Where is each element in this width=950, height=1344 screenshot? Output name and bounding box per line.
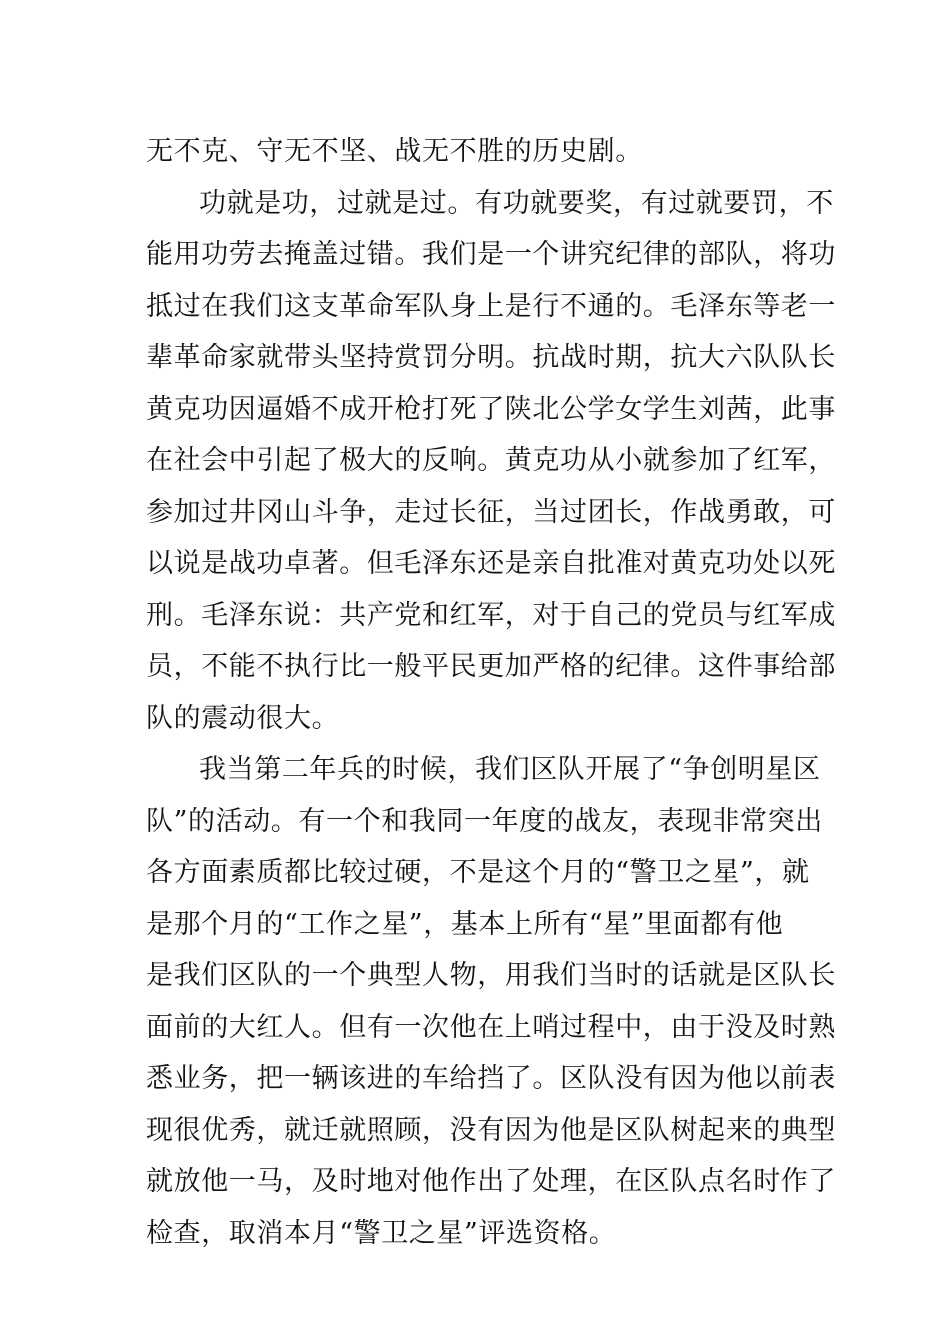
text-line: 参加过井冈山斗争，走过长征，当过团长，作战勇敢，可 bbox=[146, 497, 836, 528]
text-line: 各方面素质都比较过硬，不是这个月的“警卫之星”，就 bbox=[146, 857, 810, 888]
paragraph-start-line: 功就是功，过就是过。有功就要奖，有过就要罚，不 bbox=[199, 188, 834, 219]
text-line: 检查，取消本月“警卫之星”评选资格。 bbox=[146, 1218, 617, 1249]
text-line: 悉业务，把一辆该进的车给挡了。区队没有因为他以前表 bbox=[146, 1063, 836, 1094]
text-line: 以说是战功卓著。但毛泽东还是亲自批准对黄克功处以死 bbox=[146, 548, 836, 579]
text-line: 是我们区队的一个典型人物，用我们当时的话就是区队长 bbox=[146, 960, 836, 991]
text-line: 就放他一马，及时地对他作出了处理，在区队点名时作了 bbox=[146, 1166, 836, 1197]
text-line: 在社会中引起了极大的反响。黄克功从小就参加了红军， bbox=[146, 445, 836, 476]
text-line: 是那个月的“工作之星”，基本上所有“星”里面都有他 bbox=[146, 909, 784, 940]
text-line: 队的震动很大。 bbox=[146, 703, 340, 734]
text-line: 抵过在我们这支革命军队身上是行不通的。毛泽东等老一 bbox=[146, 291, 836, 322]
text-line: 现很优秀，就迁就照顾，没有因为他是区队树起来的典型 bbox=[146, 1115, 836, 1146]
text-line: 刑。毛泽东说：共产党和红军，对于自己的党员与红军成 bbox=[146, 600, 836, 631]
text-line: 黄克功因逼婚不成开枪打死了陕北公学女学生刘茜，此事 bbox=[146, 394, 836, 425]
text-line: 辈革命家就带头坚持赏罚分明。抗战时期，抗大六队队长 bbox=[146, 342, 836, 373]
paragraph-start-line: 我当第二年兵的时候，我们区队开展了“争创明星区 bbox=[199, 754, 821, 785]
text-line: 面前的大红人。但有一次他在上哨过程中，由于没及时熟 bbox=[146, 1012, 836, 1043]
text-line: 能用功劳去掩盖过错。我们是一个讲究纪律的部队，将功 bbox=[146, 239, 836, 270]
text-line: 队”的活动。有一个和我同一年度的战友，表现非常突出 bbox=[146, 806, 823, 837]
text-line: 无不克、守无不坚、战无不胜的历史剧。 bbox=[146, 136, 643, 167]
text-line: 员，不能不执行比一般平民更加严格的纪律。这件事给部 bbox=[146, 651, 836, 682]
